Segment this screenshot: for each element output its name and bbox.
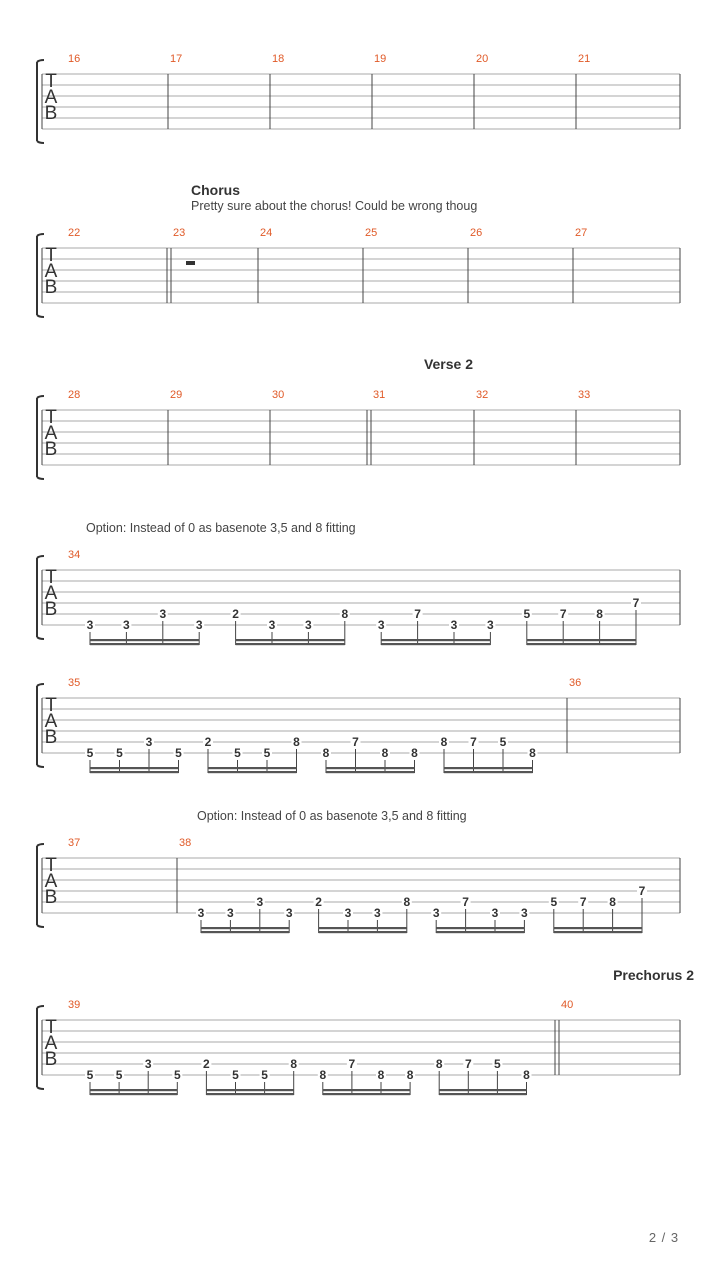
beam-secondary — [201, 931, 289, 933]
beam-secondary — [90, 1093, 177, 1095]
fret-number: 5 — [86, 746, 94, 760]
staff-bracket-bottom — [37, 141, 44, 143]
staff-bracket-bottom — [37, 1087, 44, 1089]
tab-clef-letter: T — [45, 407, 57, 428]
fret-number: 8 — [381, 746, 389, 760]
beam-primary — [381, 639, 490, 641]
beam-secondary — [527, 643, 636, 645]
fret-number: 8 — [403, 895, 411, 909]
fret-number: 3 — [450, 618, 458, 632]
fret-number: 7 — [352, 735, 359, 749]
fret-number: 3 — [305, 618, 312, 632]
bar-number: 37 — [68, 837, 81, 849]
bar-number: 19 — [374, 53, 387, 65]
fret-number: 8 — [319, 1068, 327, 1082]
staff-bracket-top — [37, 556, 44, 558]
tab-clef-letter: B — [44, 1049, 58, 1070]
bar-number: 20 — [476, 53, 489, 65]
fret-number: 3 — [145, 735, 153, 749]
section-title: Prechorus 2 — [613, 967, 694, 983]
tab-clef-letter: B — [44, 277, 58, 298]
tab-clef-letter: B — [44, 727, 58, 748]
staff-bracket-top — [37, 396, 44, 398]
beam-primary — [444, 767, 533, 769]
fret-number: 8 — [609, 895, 616, 909]
fret-number: 8 — [596, 607, 603, 621]
bar-number: 28 — [68, 389, 81, 401]
tab-clef-letter: B — [44, 599, 58, 620]
bar-number: 25 — [365, 227, 378, 239]
fret-number: 8 — [435, 1057, 443, 1071]
bar-number: 18 — [272, 53, 285, 65]
fret-number: 5 — [523, 607, 531, 621]
beam-secondary — [208, 771, 297, 773]
beam-primary — [554, 927, 642, 929]
beam-primary — [436, 927, 524, 929]
fret-number: 7 — [462, 895, 469, 909]
fret-number: 5 — [115, 1068, 123, 1082]
fret-number: 3 — [487, 618, 494, 632]
fret-number: 7 — [470, 735, 477, 749]
fret-number: 3 — [195, 618, 203, 632]
page-number — [640, 1230, 688, 1245]
fret-number: 5 — [261, 1068, 268, 1082]
tab-clef-letter: T — [45, 1017, 57, 1038]
beam-primary — [90, 767, 179, 769]
bar-number: 34 — [68, 549, 81, 561]
bar-number: 35 — [68, 677, 81, 689]
fret-number: 3 — [197, 906, 205, 920]
fret-number: 5 — [175, 746, 182, 760]
section-title: Verse 2 — [423, 356, 473, 372]
fret-number: 3 — [268, 618, 276, 632]
beam-primary — [319, 927, 407, 929]
staff-bracket-top — [37, 60, 44, 62]
fret-number: 8 — [523, 1068, 530, 1082]
beam-secondary — [319, 931, 407, 933]
fret-number: 5 — [263, 746, 271, 760]
fret-number: 5 — [494, 1057, 501, 1071]
fret-number: 5 — [173, 1068, 181, 1082]
fret-number: 3 — [432, 906, 440, 920]
bar-number: 21 — [578, 53, 591, 65]
bar-number: 22 — [68, 227, 81, 239]
fret-number: 3 — [86, 618, 94, 632]
staff-bracket-bottom — [37, 637, 44, 639]
beam-secondary — [90, 643, 199, 645]
fret-number: 8 — [377, 1068, 385, 1082]
beam-primary — [326, 767, 415, 769]
beam-primary — [527, 639, 636, 641]
page-number-label: 2 / 3 — [648, 1230, 680, 1245]
tab-clef-letter: T — [45, 695, 57, 716]
bar-number: 30 — [272, 389, 285, 401]
fret-number: 8 — [290, 1057, 298, 1071]
staff-bracket-top — [37, 1006, 44, 1008]
fret-number: 3 — [374, 906, 381, 920]
fret-number: 3 — [377, 618, 385, 632]
fret-number: 3 — [159, 607, 167, 621]
fret-number: 5 — [86, 1068, 94, 1082]
staff-bracket-bottom — [37, 765, 44, 767]
beam-secondary — [206, 1093, 293, 1095]
bar-number: 27 — [575, 227, 588, 239]
fret-number: 7 — [414, 607, 421, 621]
bar-number: 36 — [569, 677, 582, 689]
bar-number: 33 — [578, 389, 591, 401]
section-title: Chorus — [191, 182, 240, 198]
fret-number: 2 — [204, 735, 212, 749]
tab-clef-letter: A — [44, 261, 58, 282]
bar-number: 17 — [170, 53, 183, 65]
text-annotation: Option: Instead of 0 as basenote 3,5 and 8 fitting — [197, 809, 467, 823]
beam-secondary — [436, 931, 524, 933]
fret-number: 5 — [234, 746, 241, 760]
fret-number: 8 — [293, 735, 300, 749]
beam-secondary — [439, 1093, 526, 1095]
beam-primary — [201, 927, 289, 929]
fret-number: 3 — [285, 906, 293, 920]
bar-number: 24 — [260, 227, 273, 239]
beam-primary — [236, 639, 345, 641]
beam-secondary — [381, 643, 490, 645]
beam-secondary — [236, 643, 345, 645]
fret-number: 3 — [123, 618, 130, 632]
fret-number: 7 — [348, 1057, 356, 1071]
beam-primary — [208, 767, 297, 769]
tab-clef-letter: A — [44, 423, 58, 444]
staff-bracket-bottom — [37, 315, 44, 317]
staff-bracket-bottom — [37, 477, 44, 479]
fret-number: 8 — [322, 746, 330, 760]
bar-number: 38 — [179, 837, 192, 849]
tab-clef-letter: T — [45, 71, 57, 92]
bar-number: 32 — [476, 389, 489, 401]
fret-number: 3 — [521, 906, 528, 920]
fret-number: 8 — [411, 746, 418, 760]
fret-number: 5 — [116, 746, 123, 760]
fret-number: 8 — [440, 735, 448, 749]
tab-clef-letter: T — [45, 567, 57, 588]
staff-bracket-bottom — [37, 925, 44, 927]
tab-clef-letter: A — [44, 583, 58, 604]
bar-number: 40 — [561, 999, 574, 1011]
text-annotation: Option: Instead of 0 as basenote 3,5 and 8 fitting — [86, 521, 356, 535]
staff-bracket-top — [37, 684, 44, 686]
fret-number: 7 — [559, 607, 567, 621]
fret-number: 5 — [232, 1068, 239, 1082]
whole-rest-icon — [186, 261, 195, 265]
bar-number: 31 — [373, 389, 386, 401]
staff-bracket-top — [37, 234, 44, 236]
fret-number: 2 — [232, 607, 239, 621]
staff-bracket-top — [37, 844, 44, 846]
fret-number: 8 — [341, 607, 349, 621]
fret-number: 7 — [579, 895, 587, 909]
beam-primary — [323, 1089, 410, 1091]
fret-number: 2 — [315, 895, 322, 909]
fret-number: 3 — [344, 906, 352, 920]
beam-primary — [90, 1089, 177, 1091]
tab-clef-letter: A — [44, 1033, 58, 1054]
tab-clef-letter: B — [44, 103, 58, 124]
beam-secondary — [323, 1093, 410, 1095]
bar-number: 39 — [68, 999, 81, 1011]
beam-primary — [206, 1089, 293, 1091]
fret-number: 3 — [227, 906, 234, 920]
fret-number: 7 — [464, 1057, 472, 1071]
tab-clef-letter: T — [45, 245, 57, 266]
beam-primary — [90, 639, 199, 641]
beam-secondary — [90, 771, 179, 773]
fret-number: 3 — [144, 1057, 152, 1071]
fret-number: 7 — [632, 596, 640, 610]
tab-clef-letter: T — [45, 855, 57, 876]
tab-clef-letter: A — [44, 711, 58, 732]
text-annotation: Pretty sure about the chorus! Could be wrong thoug — [191, 199, 478, 213]
beam-secondary — [326, 771, 415, 773]
fret-number: 7 — [638, 884, 646, 898]
fret-number: 8 — [529, 746, 536, 760]
beam-primary — [439, 1089, 526, 1091]
beam-secondary — [444, 771, 533, 773]
tab-clef-letter: A — [44, 87, 58, 108]
bar-number: 26 — [470, 227, 483, 239]
bar-number: 23 — [173, 227, 186, 239]
fret-number: 5 — [499, 735, 507, 749]
bar-number: 16 — [68, 53, 81, 65]
fret-number: 5 — [550, 895, 558, 909]
fret-number: 2 — [203, 1057, 210, 1071]
bar-number: 29 — [170, 389, 183, 401]
fret-number: 3 — [256, 895, 264, 909]
fret-number: 3 — [491, 906, 499, 920]
beam-secondary — [554, 931, 642, 933]
tab-clef-letter: B — [44, 887, 58, 908]
tab-clef-letter: A — [44, 871, 58, 892]
fret-number: 8 — [406, 1068, 414, 1082]
tab-clef-letter: B — [44, 439, 58, 460]
